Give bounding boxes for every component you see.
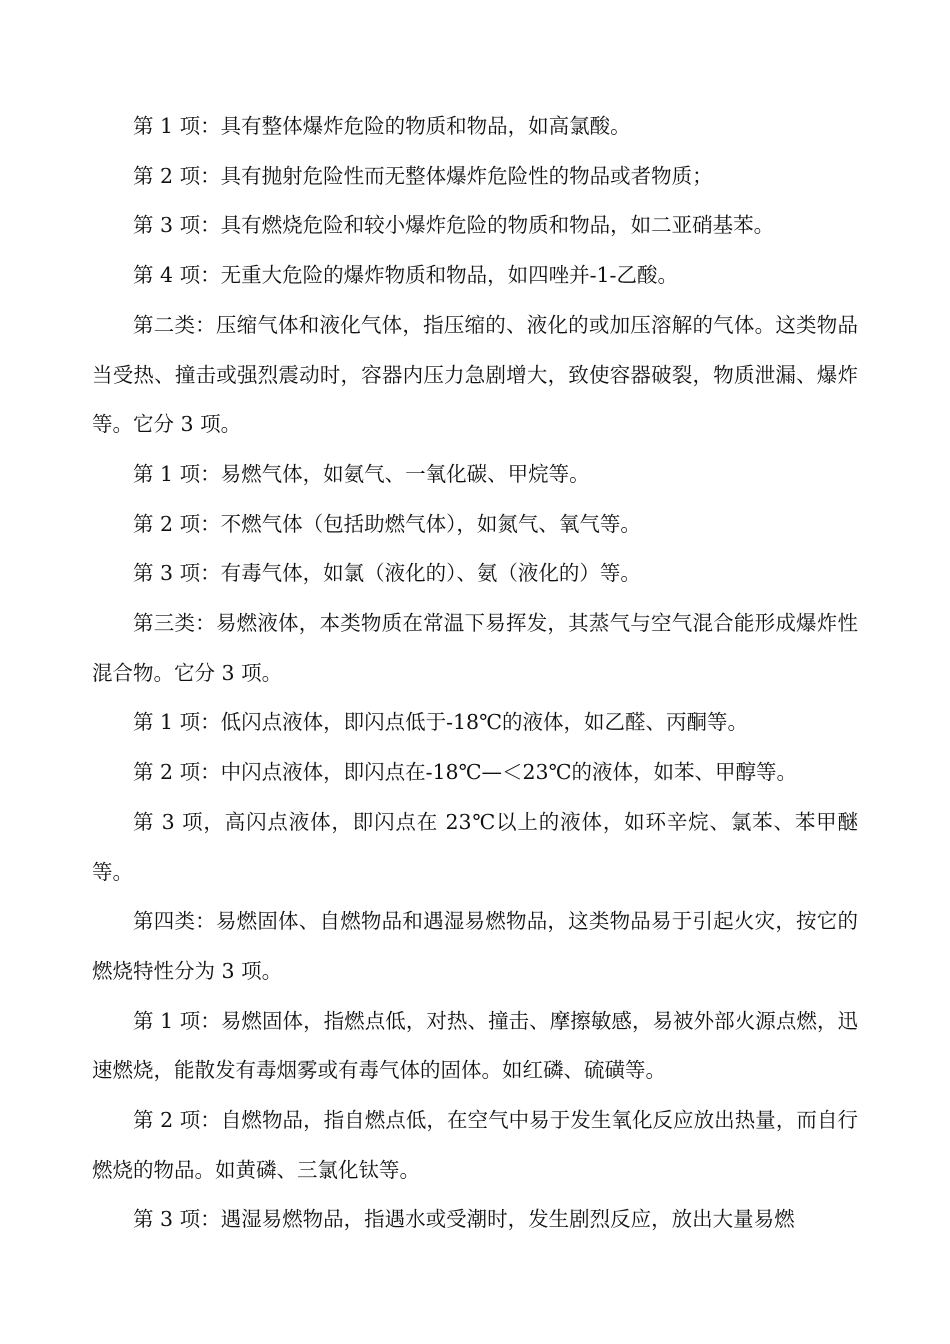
paragraph-class1-item2: 第 2 项：具有抛射危险性而无整体爆炸危险性的物品或者物质； [133,163,713,188]
paragraph-class4-intro: 第四类：易燃固体、自燃物品和遇湿易燃物品，这类物品易于引起火灾，按它的燃烧特性分为 3 项。 [92,909,858,983]
paragraph-class4-item2: 第 2 项：自燃物品，指自燃点低，在空气中易于发生氧化反应放出热量，而自行燃烧的物品。如黄磷、三氯化钛等。 [92,1108,858,1182]
paragraph-class4-item1: 第 1 项：易燃固体，指燃点低，对热、撞击、摩擦敏感，易被外部火源点燃，迅速燃烧，能散发有毒烟雾或有毒气体的固体。如红磷、硫磺等。 [92,1008,858,1083]
paragraph-class3-item2: 第 2 项：中闪点液体，即闪点在-18℃—＜23℃的液体，如苯、甲醇等。 [133,760,798,785]
paragraph-class2-intro: 第二类：压缩气体和液化气体，指压缩的、液化的或加压溶解的气体。这类物品当受热、撞击或强烈震动时，容器内压力急剧增大，致使容器破裂，物质泄漏、爆炸等。它分 3 项。 [92,312,858,437]
paragraph-class1-item3: 第 3 项：具有燃烧危险和较小爆炸危险的物质和物品，如二亚硝基苯。 [133,213,775,238]
paragraph-class3-item3: 第 3 项，高闪点液体，即闪点在 23℃以上的液体，如环辛烷、氯苯、苯甲醚等。 [92,809,858,884]
paragraph-class4-item3: 第 3 项：遇湿易燃物品，指遇水或受潮时，发生剧烈反应，放出大量易燃 [133,1207,795,1232]
paragraph-class2-item3: 第 3 项：有毒气体，如氯（液化的）、氨（液化的）等。 [133,561,641,586]
paragraph-class1-item1: 第 1 项：具有整体爆炸危险的物质和物品，如高氯酸。 [133,114,631,138]
paragraph-class3-intro: 第三类：易燃液体，本类物质在常温下易挥发，其蒸气与空气混合能形成爆炸性混合物。它分 3 项。 [92,611,858,685]
paragraph-class2-item2: 第 2 项：不燃气体（包括助燃气体），如氮气、氧气等。 [133,511,641,536]
paragraph-class3-item1: 第 1 项：低闪点液体，即闪点低于-18℃的液体，如乙醛、丙酮等。 [133,710,749,735]
document-body [92,102,858,1245]
paragraph-class1-item4: 第 4 项：无重大危险的爆炸物质和物品，如四唑并-1-乙酸。 [133,263,678,288]
paragraph-class2-item1: 第 1 项：易燃气体，如氨气、一氧化碳、甲烷等。 [133,461,590,486]
